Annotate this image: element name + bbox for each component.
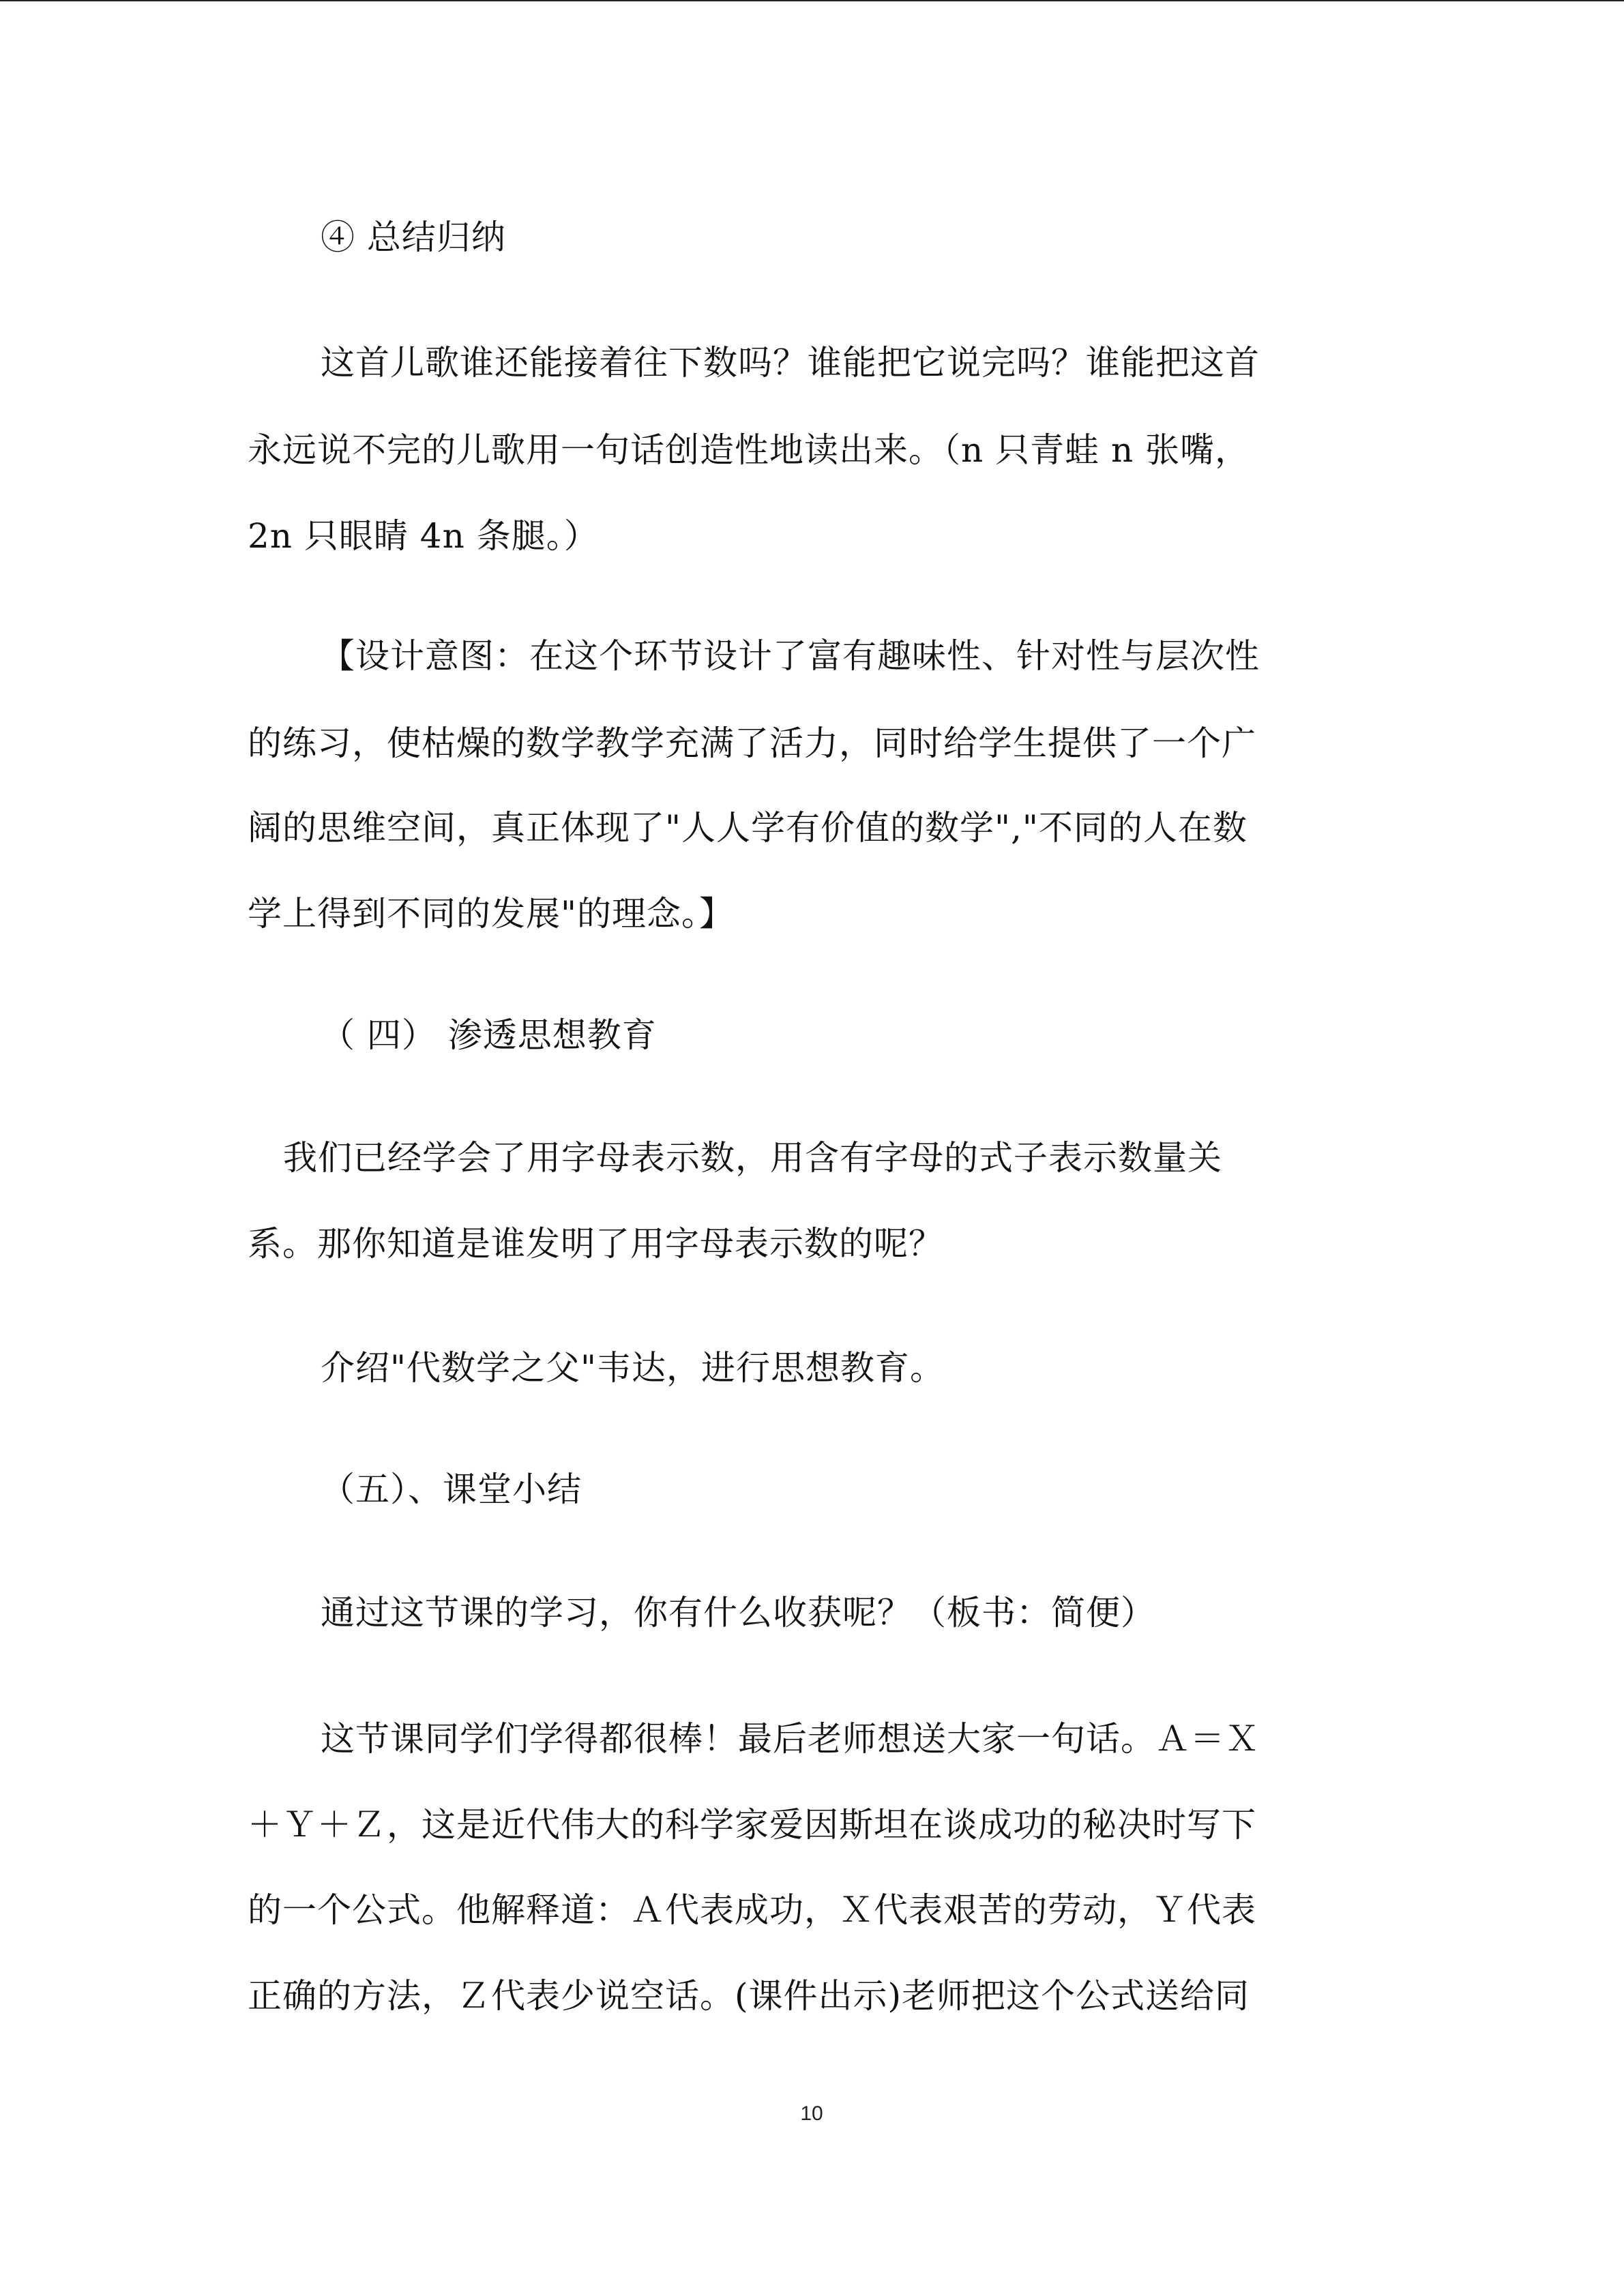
paragraph-line: 我们已经学会了用字母表示数，用含有字母的式子表示数量关 — [283, 1138, 1222, 1178]
design-intent-line: 学上得到不同的发展"的理念。】 — [248, 894, 734, 934]
paragraph-line: 的一个公式。他解释道：Ａ代表成功，Ｘ代表艰苦的劳动，Ｙ代表 — [248, 1890, 1256, 1930]
page-number: 10 — [800, 2102, 823, 2125]
paragraph-line: 这首儿歌谁还能接着往下数吗？谁能把它说完吗？谁能把这首 — [321, 343, 1260, 383]
paragraph-line: 正确的方法，Ｚ代表少说空话。(课件出示)老师把这个公式送给同 — [248, 1976, 1250, 2016]
paragraph-line: 这节课同学们学得都很棒！最后老师想送大家一句话。Ａ＝Ｘ — [321, 1719, 1260, 1759]
design-intent-line: 的练习，使枯燥的数学教学充满了活力，同时给学生提供了一个广 — [248, 724, 1256, 763]
paragraph-line: 永远说不完的儿歌用一句话创造性地读出来。（n 只青蛙 n 张嘴， — [248, 430, 1250, 470]
section-heading-lesson-summary: （五）、课堂小结 — [321, 1470, 582, 1509]
design-intent-line: 【设计意图：在这个环节设计了富有趣味性、针对性与层次性 — [321, 636, 1260, 676]
paragraph-line: 系。那你知道是谁发明了用字母表示数的呢？ — [248, 1224, 943, 1264]
design-intent-line: 阔的思维空间，真正体现了"人人学有价值的数学","不同的人在数 — [248, 808, 1247, 848]
section-heading-moral-education: （ 四） 渗透思想教育 — [321, 1015, 657, 1055]
paragraph-line: 通过这节课的学习，你有什么收获呢？（板书：简便） — [321, 1593, 1155, 1632]
page-top-border — [0, 0, 1624, 1]
paragraph-line: 介绍"代数学之父"韦达，进行思想教育。 — [321, 1348, 945, 1388]
section-heading-summary: ④ 总结归纳 — [321, 218, 506, 257]
paragraph-line: 2n 只眼睛 4n 条腿。） — [248, 516, 599, 556]
paragraph-line: ＋Ｙ＋Ｚ，这是近代伟大的科学家爱因斯坦在谈成功的秘决时写下 — [248, 1805, 1256, 1845]
